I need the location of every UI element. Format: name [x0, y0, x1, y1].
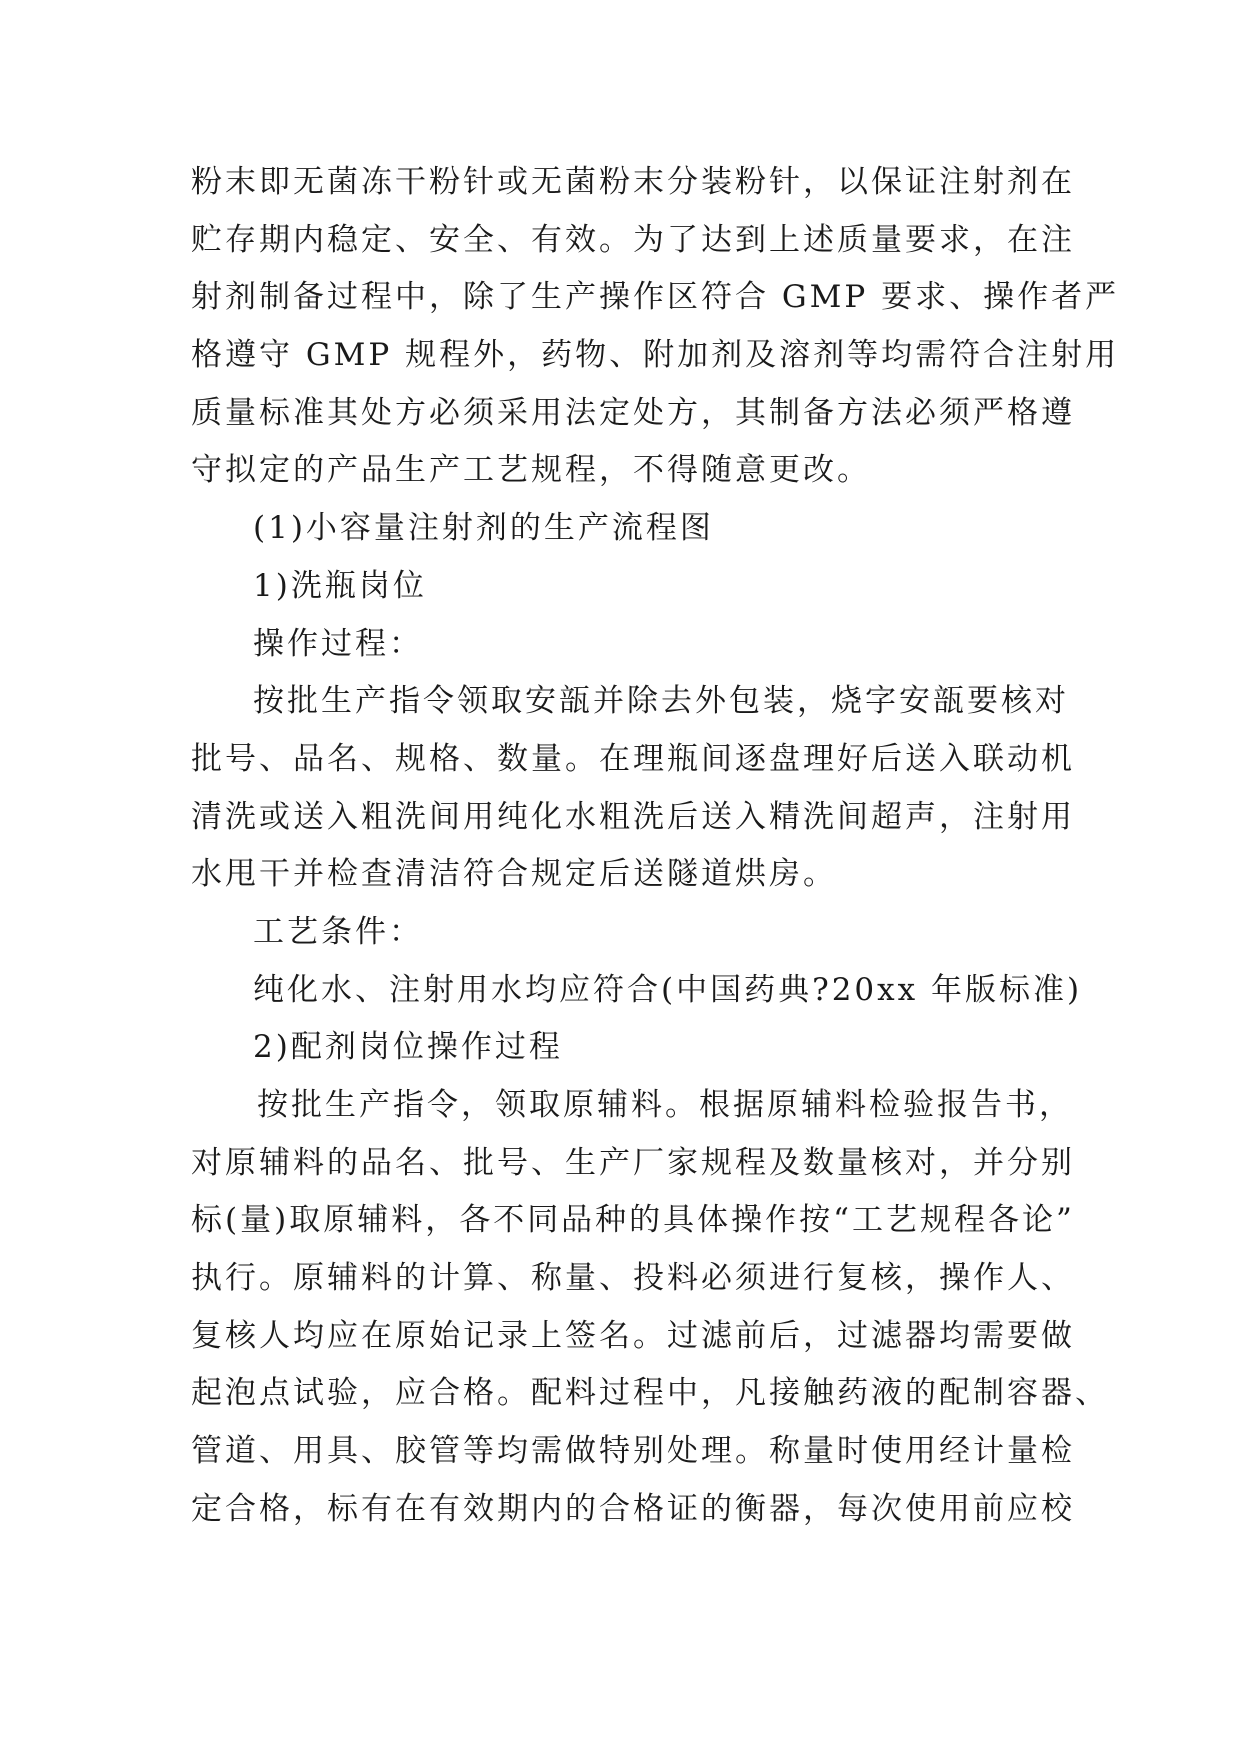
- label-heading: 操作过程：: [253, 625, 423, 662]
- document-body: [191, 154, 1120, 1539]
- paragraph-line: 纯化水、注射用水均应符合(中国药典?20xx 年版标准): [253, 971, 1083, 1008]
- paragraph-line: 格遵守 GMP 规程外，药物、附加剂及溶剂等均需符合注射用: [191, 337, 1120, 374]
- paragraph-line: 批号、品名、规格、数量。在理瓶间逐盘理好后送入联动机: [191, 740, 1075, 777]
- paragraph-line: 定合格，标有在有效期内的合格证的衡器，每次使用前应校: [191, 1490, 1075, 1527]
- paragraph-line: 按批生产指令，领取原辅料。根据原辅料检验报告书，: [257, 1087, 1073, 1123]
- paragraph-line: 执行。原辅料的计算、称量、投料必须进行复核，操作人、: [191, 1260, 1075, 1297]
- subsection-heading: 2)配剂岗位操作过程: [253, 1029, 563, 1066]
- paragraph-line: 标(量)取原辅料，各不同品种的具体操作按“工艺规程各论”: [191, 1202, 1075, 1239]
- paragraph-line: 管道、用具、胶管等均需做特别处理。称量时使用经计量检: [191, 1433, 1075, 1470]
- paragraph-line: 按批生产指令领取安瓿并除去外包装，烧字安瓿要核对: [253, 683, 1069, 720]
- paragraph-line: 守拟定的产品生产工艺规程，不得随意更改。: [191, 452, 871, 489]
- paragraph-line: 粉末即无菌冻干粉针或无菌粉末分装粉针，以保证注射剂在: [191, 164, 1075, 200]
- section-heading: (1)小容量注射剂的生产流程图: [253, 510, 714, 547]
- paragraph-line: 起泡点试验，应合格。配料过程中，凡接触药液的配制容器、: [191, 1375, 1109, 1412]
- paragraph-line: 贮存期内稳定、安全、有效。为了达到上述质量要求，在注: [191, 221, 1075, 258]
- subsection-heading: 1)洗瓶岗位: [253, 567, 427, 604]
- paragraph-line: 清洗或送入粗洗间用纯化水粗洗后送入精洗间超声，注射用: [191, 798, 1075, 835]
- paragraph-line: 复核人均应在原始记录上签名。过滤前后，过滤器均需要做: [191, 1317, 1075, 1354]
- paragraph-line: 质量标准其处方必须采用法定处方，其制备方法必须严格遵: [191, 394, 1075, 431]
- paragraph-line: 水甩干并检查清洁符合规定后送隧道烘房。: [191, 856, 837, 893]
- paragraph-line: 射剂制备过程中，除了生产操作区符合 GMP 要求、操作者严: [191, 279, 1120, 316]
- paragraph-line: 对原辅料的品名、批号、生产厂家规程及数量核对，并分别: [191, 1144, 1075, 1181]
- label-heading: 工艺条件：: [253, 913, 423, 950]
